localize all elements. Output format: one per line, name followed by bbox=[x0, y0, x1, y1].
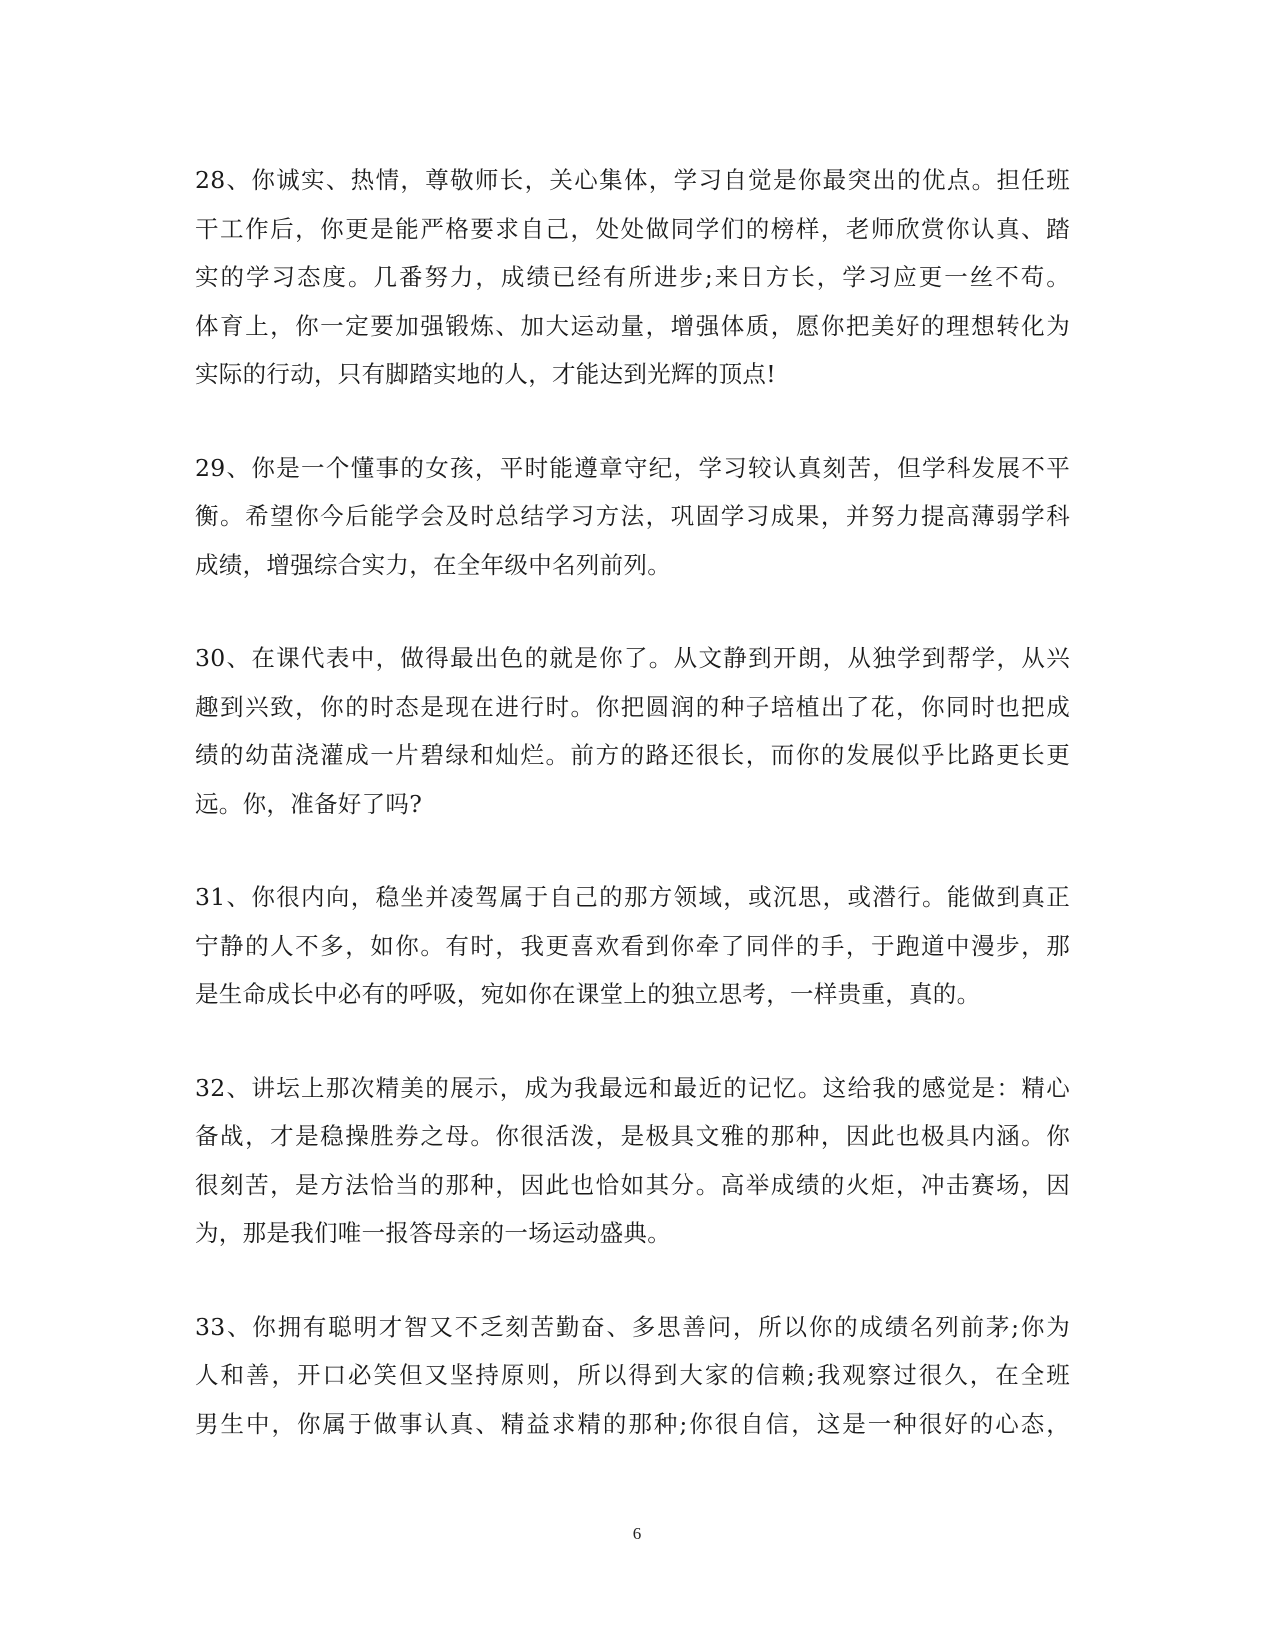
text-line: 衡。希望你今后能学会及时总结学习方法，巩固学习成果，并努力提高薄弱学科 bbox=[195, 502, 1070, 530]
text-line: 趣到兴致，你的时态是现在进行时。你把圆润的种子培植出了花，你同时也把成 bbox=[195, 692, 1070, 721]
text-line: 很刻苦，是方法恰当的那种，因此也恰如其分。高举成绩的火炬，冲击赛场，因 bbox=[195, 1170, 1070, 1199]
text-line: 远。你，准备好了吗? bbox=[195, 789, 423, 818]
text-line: 成绩，增强综合实力，在全年级中名列前列。 bbox=[195, 550, 671, 579]
paragraph-30 bbox=[195, 634, 1070, 828]
text-line: 28、你诚实、热情，尊敬师长，关心集体，学习自觉是你最突出的优点。担任班 bbox=[195, 166, 1070, 194]
text-line: 人和善，开口必笑但又坚持原则，所以得到大家的信赖;我观察过很久，在全班 bbox=[195, 1361, 1070, 1389]
text-line: 33、你拥有聪明才智又不乏刻苦勤奋、多思善问，所以你的成绩名列前茅;你为 bbox=[195, 1312, 1070, 1341]
text-line: 实际的行动，只有脚踏实地的人，才能达到光辉的顶点! bbox=[195, 360, 776, 388]
paragraph-31 bbox=[195, 873, 1070, 1019]
text-line: 男生中，你属于做事认真、精益求精的那种;你很自信，这是一种很好的心态， bbox=[195, 1409, 1070, 1438]
text-line: 干工作后，你更是能严格要求自己，处处做同学们的榜样，老师欣赏你认真、踏 bbox=[195, 214, 1070, 243]
text-line: 为，那是我们唯一报答母亲的一场运动盛典。 bbox=[195, 1219, 671, 1247]
paragraph-32 bbox=[195, 1064, 1070, 1258]
text-line: 绩的幼苗浇灌成一片碧绿和灿烂。前方的路还很长，而你的发展似乎比路更长更 bbox=[195, 741, 1070, 769]
text-line: 31、你很内向，稳坐并凌驾属于自己的那方领域，或沉思，或潜行。能做到真正 bbox=[195, 883, 1070, 911]
text-line: 宁静的人不多，如你。有时，我更喜欢看到你牵了同伴的手，于跑道中漫步，那 bbox=[195, 931, 1070, 960]
document-body bbox=[195, 156, 1070, 1493]
page-number: 6 bbox=[632, 1524, 642, 1543]
text-line: 备战，才是稳操胜券之母。你很活泼，是极具文雅的那种，因此也极具内涵。你 bbox=[195, 1122, 1070, 1150]
paragraph-29 bbox=[195, 444, 1070, 590]
text-line: 30、在课代表中，做得最出色的就是你了。从文静到开朗，从独学到帮学，从兴 bbox=[195, 644, 1070, 672]
text-line: 是生命成长中必有的呼吸，宛如你在课堂上的独立思考，一样贵重，真的。 bbox=[195, 980, 981, 1008]
text-line: 体育上，你一定要加强锻炼、加大运动量，增强体质，愿你把美好的理想转化为 bbox=[195, 311, 1070, 340]
paragraph-28 bbox=[195, 156, 1070, 399]
text-line: 32、讲坛上那次精美的展示，成为我最远和最近的记忆。这给我的感觉是：精心 bbox=[195, 1073, 1070, 1102]
text-line: 实的学习态度。几番努力，成绩已经有所进步;来日方长，学习应更一丝不苟。 bbox=[195, 263, 1070, 291]
paragraph-33 bbox=[195, 1303, 1070, 1449]
text-line: 29、你是一个懂事的女孩，平时能遵章守纪，学习较认真刻苦，但学科发展不平 bbox=[195, 453, 1070, 482]
